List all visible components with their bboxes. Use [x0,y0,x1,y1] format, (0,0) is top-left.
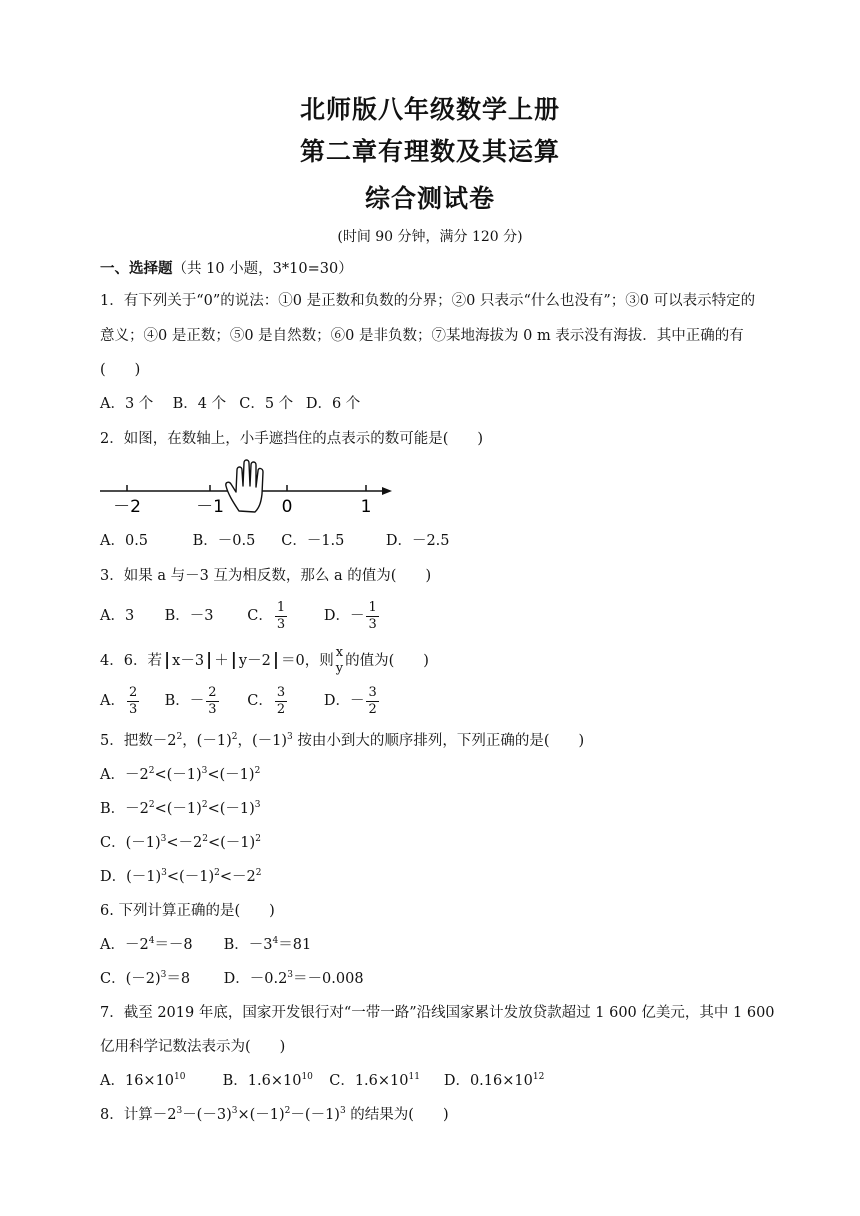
number-line-figure [96,456,398,518]
q1-option-d: D．6 个 [305,396,361,412]
q6-option-b: B．$-3^4=81$ [223,936,312,953]
q4-stem: 4．6．若 | x－3 | ＋ | y－2 | ＝0，则 x y 的值为( ) [100,641,429,680]
q7-option-d: D．$0.16\times 10^{12}$ [443,1072,545,1089]
q8-stem: 8．计算$-2^3-(-3)^3\times(-1)^2-(-1)^3$ 的结果为( ) [100,1106,449,1123]
q6-option-c: C．$(-2)^3=8$ [100,970,191,987]
section-heading [100,259,353,279]
q7-option-a: A．$16\times 10^{10}$ [100,1072,186,1089]
q1-option-a: A．3 个 [100,396,154,412]
q1-line-1: 1．有下列关于“0”的说法：①0 是正数和负数的分界；②0 只表示“什么也没有”；③0 可以表示特定的 [100,293,756,309]
q3-option-a: A．3 [100,608,135,624]
q2-option-d: D．－2.5 [385,533,450,549]
q4-option-d: D．－ $\frac{3}{2}$ [323,684,377,717]
q1-option-b: B．4 个 [172,396,227,412]
q4-fraction: x y [335,645,344,676]
q3-option-c: C． $\frac{1}{3}$ [247,599,286,632]
hand-icon [226,460,263,512]
title-line-1: 北师版八年级数学上册 [299,95,560,124]
q4-option-b: B．－ $\frac{2}{3}$ [164,684,217,717]
section-title: 一、选择题 [100,261,173,277]
q2-option-a: A．0.5 [100,533,149,549]
abs-bar-icon: | [230,650,237,670]
q3-options [100,597,381,635]
q5-option-b: B．$-2^2<(-1)^2<(-1)^3$ [100,800,261,817]
axis-label-minus-1: －1 [196,497,224,517]
abs-bar-icon: | [206,650,213,670]
abs-bar-icon: | [272,650,280,670]
q5-option-c: C．$(-1)^3<-2^2<(-1)^2$ [100,834,261,851]
q6-option-d: D．$-0.2^3=-0.008$ [223,970,364,987]
q5-stem: 5．把数$-2^2$，$(-1)^2$，$(-1)^3$ 按由小到大的顺序排列，下列正确的是( ) [100,732,585,749]
q1-option-c: C．5 个 [239,396,294,412]
q7-line-2: 亿用科学记数法表示为( ) [100,1039,286,1055]
q1-line-2: 意义；④0 是正数；⑤0 是自然数；⑥0 是非负数；⑦某地海拔为 0 m 表示没有海拔．其中正确的有 [100,328,744,344]
q7-option-b: B．$1.6\times 10^{10}$ [222,1072,313,1089]
q4-option-a: A． $\frac{2}{3}$ [100,684,138,717]
q5-option-d: D．$(-1)^3<(-1)^2<-2^2$ [100,868,262,885]
axis-label-0: 0 [281,497,293,517]
q3-option-c-fraction: $\frac{1}{3}$ [276,599,286,632]
title-line-2: 第二章有理数及其运算 [299,137,560,166]
q2-options [100,531,450,551]
q6-options-row-2 [100,969,364,989]
axis-label-1: 1 [360,497,372,517]
q6-options-row-1 [100,935,311,955]
section-note: （共 10 小题，3*10=30） [172,261,353,277]
q7-line-1: 7．截至 2019 年底，国家开发银行对“一带一路”沿线国家累计发放贷款超过 1 600 亿美元，其中 1 600 [100,1005,775,1021]
q3-option-d-fraction: $\frac{1}{3}$ [368,599,377,632]
q4-option-c: C． $\frac{3}{2}$ [247,684,286,717]
q1-line-3: ( ) [100,362,141,378]
exam-subtitle: (时间 90 分钟，满分 120 分) [337,229,523,245]
q6-option-a: A．$-2^4=-8$ [100,936,193,953]
q2-stem: 2．如图，在数轴上，小手遮挡住的点表示的数可能是( ) [100,431,484,447]
q3-option-d: D．－ $\frac{1}{3}$ [323,599,377,632]
q2-option-c: C．－1.5 [281,533,345,549]
q1-options [100,394,360,414]
number-line-arrow-icon [382,487,392,495]
q6-stem: 6. 下列计算正确的是( ) [100,903,275,919]
q5-option-a: A．$-2^2<(-1)^3<(-1)^2$ [100,766,261,783]
axis-label-minus-2: －2 [113,497,141,517]
q3-stem: 3．如果 a 与－3 互为相反数，那么 a 的值为( ) [100,568,432,584]
abs-bar-icon: | [163,650,171,670]
q3-option-b: B．－3 [164,608,214,624]
q7-options [100,1071,544,1091]
q2-option-b: B．－0.5 [192,533,256,549]
q7-option-c: C．$1.6\times 10^{11}$ [329,1072,420,1089]
q4-options [100,682,381,720]
title-line-3: 综合测试卷 [364,184,495,213]
